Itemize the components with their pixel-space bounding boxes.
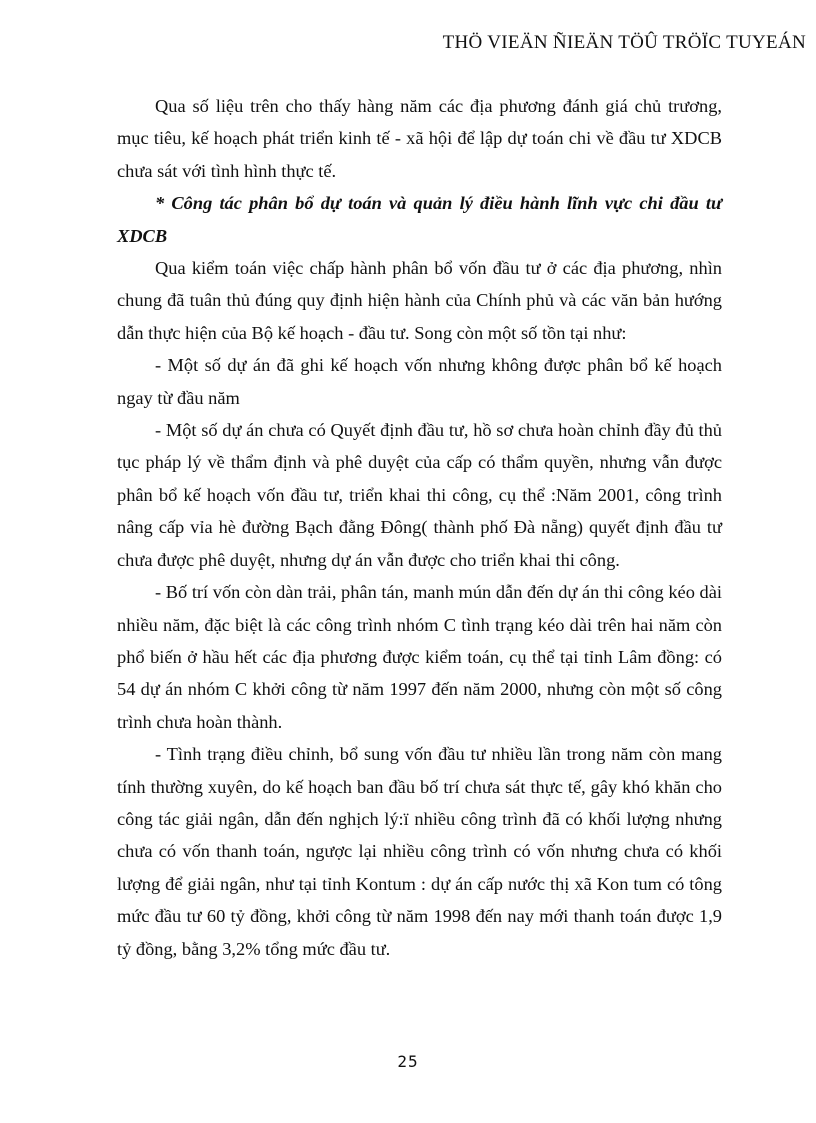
list-item: - Một số dự án chưa có Quyết định đầu tư, hồ sơ chưa hoàn chỉnh đầy đủ thủ tục pháp lý về thẩm định và phê duyệt của cấp có thẩm quyền, nhưng vẫn được phân bổ kế hoạch vốn đầu tư, triển khai thi công, cụ thể :Năm 2001, công trình nâng cấp vỉa hè đường Bạch đằng Đông( thành phố Đà nẵng) quyết định đầu tư chưa được phê duyệt, nhưng dự án vẫn được cho triển khai thi công.	[117, 420, 722, 570]
document-body	[117, 90, 722, 965]
list-item: - Tình trạng điều chỉnh, bổ sung vốn đầu tư nhiều lần trong năm còn mang tính thường xuyên, do kế hoạch ban đầu bố trí chưa sát thực tế, gây khó khăn cho công tác giải ngân, dẫn đến nghịch lý:ï nhiều công trình đã có khối lượng nhưng chưa có vốn thanh toán, ngược lại nhiều công trình có vốn nhưng chưa có khối lượng để giải ngân, như tại tỉnh Kontum : dự án cấp nước thị xã Kon tum có tông mức đầu tư 60 tỷ đồng, khởi công từ năm 1998 đến nay mới thanh toán được 1,9 tỷ đồng, bằng 3,2% tổng mức đầu tư.	[117, 744, 722, 959]
list-item: - Bố trí vốn còn dàn trải, phân tán, manh mún dẫn đến dự án thi công kéo dài nhiều năm, đặc biệt là các công trình nhóm C tình trạng kéo dài trên hai năm còn phổ biến ở hầu hết các địa phương được kiểm toán, cụ thể tại tỉnh Lâm đồng: có 54 dự án nhóm C khởi công từ năm 1997 đến năm 2000, nhưng còn một số công trình chưa hoàn thành.	[117, 582, 722, 732]
section-heading: * Công tác phân bổ dự toán và quản lý điều hành lĩnh vực chi đầu tư XDCB	[117, 193, 722, 246]
page-number: 25	[397, 1052, 419, 1071]
list-item: - Một số dự án đã ghi kế hoạch vốn nhưng không được phân bổ kế hoạch ngay từ đầu năm	[117, 355, 722, 408]
paragraph-intro: Qua số liệu trên cho thấy hàng năm các địa phương đánh giá chủ trương, mục tiêu, kế hoạch phát triển kinh tế - xã hội để lập dự toán chi về đầu tư XDCB chưa sát với tình hình thực tế.	[117, 96, 722, 181]
paragraph-overview: Qua kiểm toán việc chấp hành phân bổ vốn đầu tư ở các địa phương, nhìn chung đã tuân thủ đúng quy định hiện hành của Chính phủ và các văn bản hướng dẫn thực hiện của Bộ kế hoạch - đầu tư. Song còn một số tồn tại như:	[117, 258, 722, 343]
page-header: THÖ VIEÄN ÑIEÄN TÖÛ TRÖÏC TUYEÁN	[442, 32, 806, 53]
